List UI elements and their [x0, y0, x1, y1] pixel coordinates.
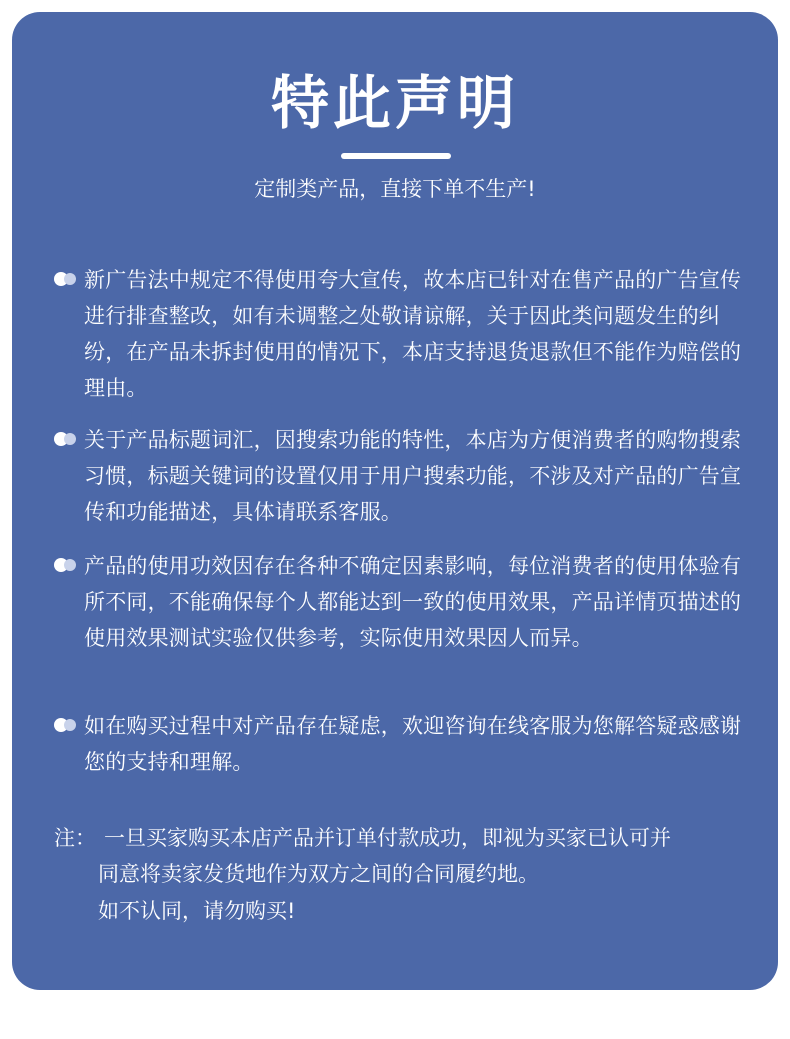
statement-item: 产品的使用功效因存在各种不确定因素影响，每位消费者的使用体验有所不同，不能确保每个人都能达到一致的使用效果，产品详情页描述的使用效果测试实验仅供参考，实际使用效果因人而异。	[84, 554, 742, 650]
statement-item: 新广告法中规定不得使用夸大宣传，故本店已针对在售产品的广告宣传进行排查整改，如有未调整之处敬请谅解，关于因此类问题发生的纠纷，在产品未拆封使用的情况下，本店支持退货退款但不能作为赔偿的理由。	[84, 268, 742, 400]
title-underline	[341, 153, 451, 159]
bullet-icon	[54, 718, 78, 732]
note-prefix: 注：	[54, 826, 96, 850]
note-line: 如不认同，请勿购买!	[98, 899, 296, 923]
bullet-icon	[54, 272, 78, 286]
bullet-icon	[54, 432, 78, 446]
note-line: 同意将卖家发货地作为双方之间的合同履约地。	[98, 862, 539, 886]
bullet-icon	[54, 558, 78, 572]
note-line: 一旦买家购买本店产品并订单付款成功，即视为买家已认可并	[104, 826, 671, 850]
statement-item: 关于产品标题词汇，因搜索功能的特性，本店为方便消费者的购物搜索习惯，标题关键词的设置仅用于用户搜索功能，不涉及对产品的广告宣传和功能描述，具体请联系客服。	[84, 428, 742, 524]
subtitle: 定制类产品，直接下单不生产!	[254, 177, 536, 201]
statement-item: 如在购买过程中对产品存在疑虑，欢迎咨询在线客服为您解答疑惑感谢您的支持和理解。	[84, 714, 742, 774]
page-title: 特此声明	[270, 69, 519, 137]
